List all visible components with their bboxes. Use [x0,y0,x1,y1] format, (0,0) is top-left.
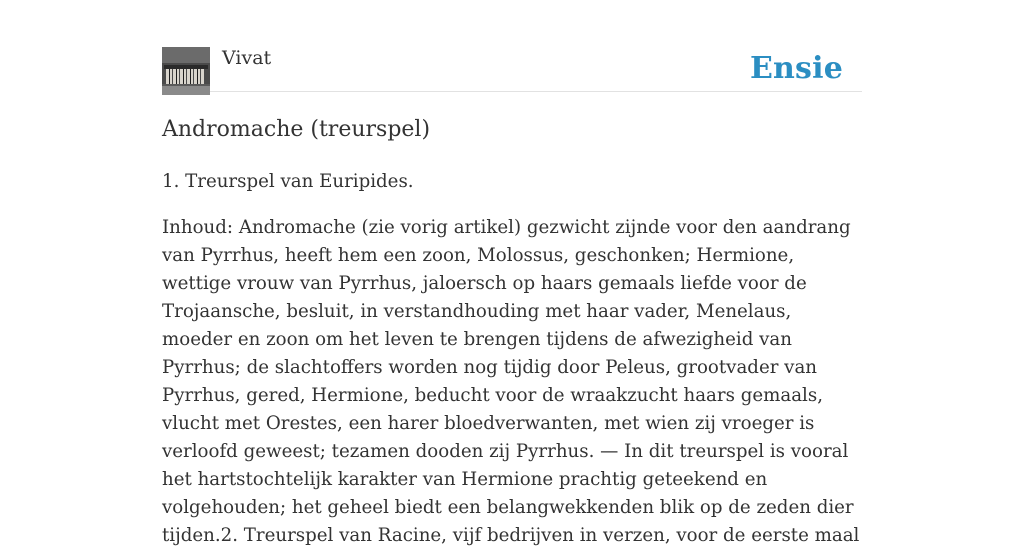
site-header [162,46,862,92]
bookshelf-icon [162,47,210,95]
article-item-1: 1. Treurspel van Euripides. [162,171,414,192]
article-content [162,168,862,550]
author-name-link[interactable]: Vivat [222,47,272,69]
author-avatar[interactable] [162,47,210,95]
page-title: Andromache (treurspel) [162,117,431,142]
article-body: Inhoud: Andromache (zie vorig artikel) gezwicht zijnde voor den aandrang van Pyrrhus, heeft hem een zoon, Molossus, geschonken; Hermione, wettige vrouw van Pyrrhus, jaloersch op haars gemaals liefde voor de Trojaansche, besluit, in verstandhouding met haar vader, Menelaus, moeder en zoon om het leven te brengen tijdens de afwezigheid van Pyrrhus; de slachtoffers worden nog tijdig door Peleus, grootvader van Pyrrhus, gered, Hermione, beducht voor de wraakzucht haars gemaals, vlucht met Orestes, een harer bloedverwanten, met wien zij vroeger is verloofd geweest; tezamen dooden zij Pyrrhus. — In dit treurspel is vooral het hartstochtelijk karakter van Hermione prachtig geteekend en volgehouden; het geheel biedt een belangwekkenden blik op de zeden dier tijden.2. Treurspel van Racine, vijf bedrijven in verzen, voor de eerste maal [162,217,860,546]
ensie-logo-link[interactable]: Ensie [749,51,843,86]
